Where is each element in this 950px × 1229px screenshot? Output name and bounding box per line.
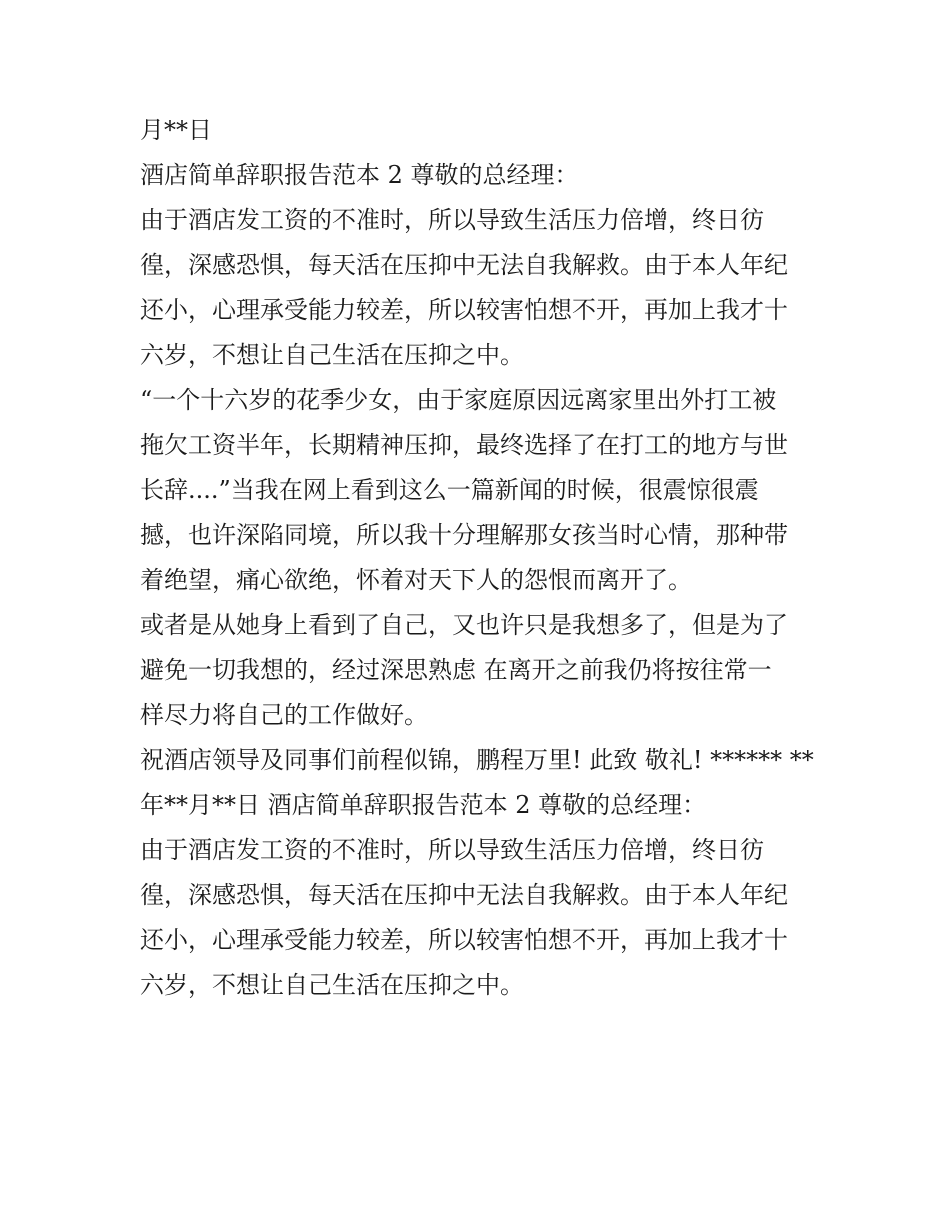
- text-line: 撼，也许深陷同境，所以我十分理解那女孩当时心情，那种带: [140, 521, 788, 549]
- text-line: 由于酒店发工资的不准时，所以导致生活压力倍增，终日彷: [140, 836, 764, 864]
- text-line: 由于酒店发工资的不准时，所以导致生活压力倍增，终日彷: [140, 206, 764, 234]
- text-line-heading: 酒店简单辞职报告范本 2 尊敬的总经理：: [140, 161, 579, 189]
- text-line: “一个十六岁的花季少女，由于家庭原因远离家里出外打工被: [140, 386, 777, 414]
- text-line: 或者是从她身上看到了自己，又也许只是我想多了，但是为了: [140, 611, 788, 639]
- text-line: 长辞....”当我在网上看到这么一篇新闻的时候，很震惊很震: [140, 476, 759, 504]
- text-line: 拖欠工资半年，长期精神压抑，最终选择了在打工的地方与世: [140, 431, 788, 459]
- text-line: 徨，深感恐惧，每天活在压抑中无法自我解救。由于本人年纪: [140, 251, 788, 279]
- text-line: 还小，心理承受能力较差，所以较害怕想不开，再加上我才十: [140, 296, 788, 324]
- text-line: 还小，心理承受能力较差，所以较害怕想不开，再加上我才十: [140, 926, 788, 954]
- text-line-heading-repeat: 年**月**日 酒店简单辞职报告范本 2 尊敬的总经理：: [140, 791, 707, 819]
- text-line: 着绝望，痛心欲绝，怀着对天下人的怨恨而离开了。: [140, 566, 692, 594]
- text-line: 六岁，不想让自己生活在压抑之中。: [140, 971, 524, 999]
- text-line-date-fragment: 月**日: [140, 116, 212, 144]
- text-line-closing: 祝酒店领导及同事们前程似锦，鹏程万里! 此致 敬礼! ****** **: [140, 746, 814, 774]
- text-line: 避免一切我想的，经过深思熟虑 在离开之前我仍将按往常一: [140, 656, 772, 684]
- text-line: 六岁，不想让自己生活在压抑之中。: [140, 341, 524, 369]
- document-body: [140, 108, 820, 1008]
- text-line: 徨，深感恐惧，每天活在压抑中无法自我解救。由于本人年纪: [140, 881, 788, 909]
- text-line: 样尽力将自己的工作做好。: [140, 701, 428, 729]
